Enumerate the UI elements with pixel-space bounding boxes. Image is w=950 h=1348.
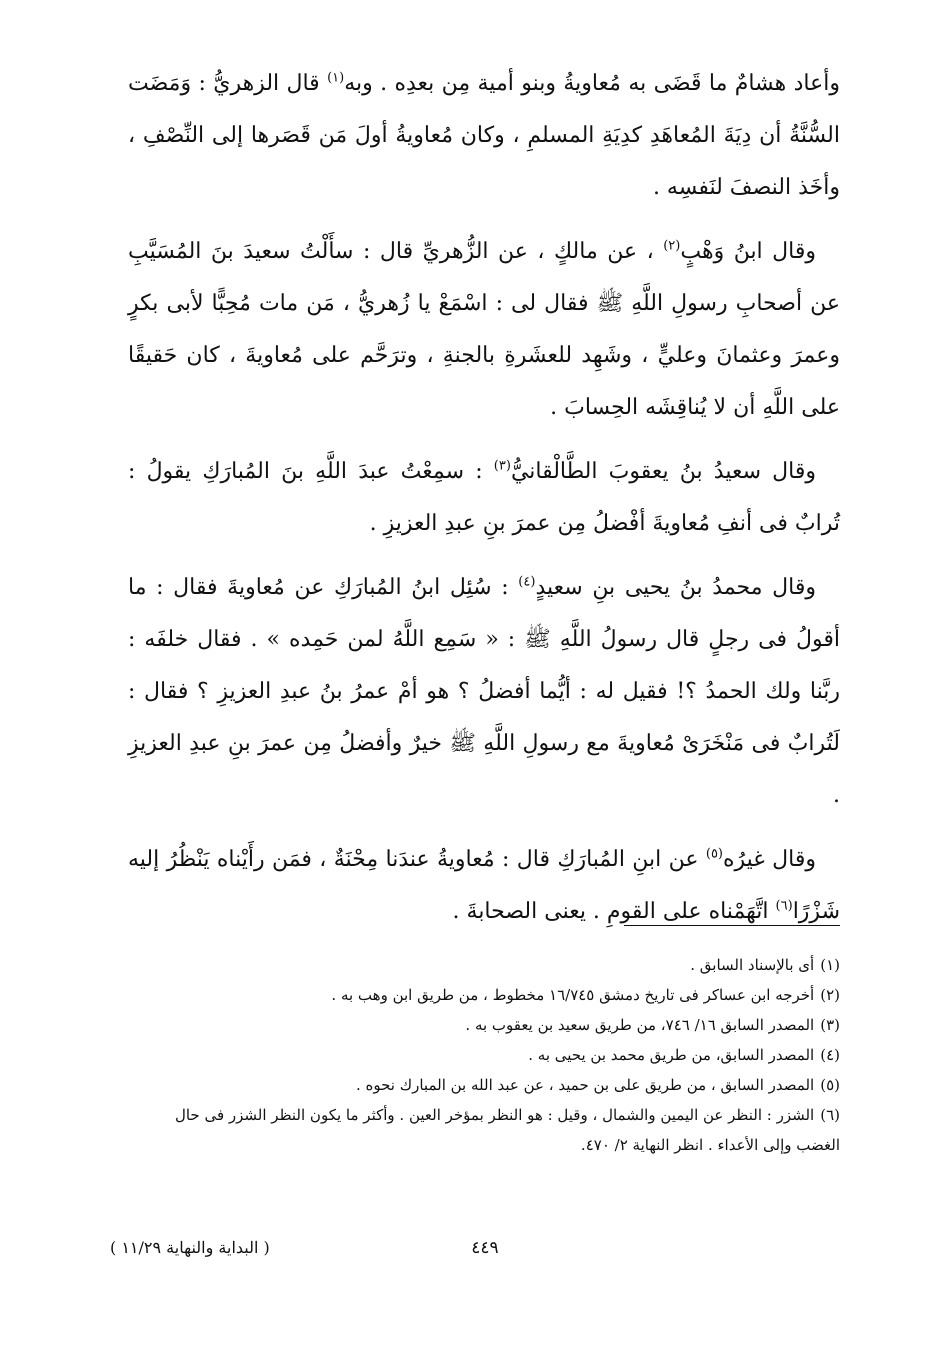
text-segment: وأعاد هشامٌ ما قَضَى به مُعاويةُ وبنو أمية مِن بعدِه . وبه [344, 71, 841, 96]
paragraph-2 [128, 226, 840, 434]
paragraph-1 [128, 58, 840, 214]
footnote-item [128, 950, 840, 980]
text-segment: : سُئِل ابنُ المُبارَكِ عن مُعاويةَ فقال : ما أقولُ فى رجلٍ قال رسولُ اللَّهِ ﷺ : « سَمِع اللَّهُ لمن حَمِده » . فقال خلفَه : ربَّنا ولك الحمدُ ؟! فقيل له : أيُّما أفضلُ ؟ هو أمْ عمرُ بنُ عبدِ العزيزِ ؟ فقال : لَتُرابٌ فى مَنْخَرَىْ مُعاويةَ مع رسولِ اللَّهِ ﷺ خيرٌ وأفضلُ مِن عمرَ بنِ عبدِ العزيزِ . [128, 575, 840, 808]
footnote-item [128, 1070, 840, 1100]
footnote-marker: (٦) [775, 898, 793, 914]
footnote-marker: (٤) [518, 574, 536, 590]
footnote-divider [624, 925, 840, 926]
text-segment: اتَّهَمْناه على القومِ . يعنى الصحابةَ . [452, 899, 776, 924]
footnote-item [128, 1100, 840, 1160]
footnote-marker: (٣) [493, 458, 511, 474]
text-segment: عن ابنِ المُبارَكِ قال : مُعاويةُ عندَنا مِحْنَةٌ ، فمَن رأَيْناه يَنْظُرُ إليه شَزْرًا [128, 847, 840, 924]
footnote-number: (٣) [820, 1016, 840, 1034]
text-segment: وقال ابنُ وَهْبٍ [680, 239, 817, 264]
page-number: ٤٤٩ [471, 1238, 499, 1258]
text-segment: وقال غيرُه [723, 847, 816, 872]
footnote-text: الشزر : النظر عن اليمين والشمال ، وقيل : هو النظر بمؤخر العين . وأكثر ما يكون النظر الشزر فى حال الغضب وإلى الأعداء . انظر النهاية ٢/ ٤٧٠. [174, 1106, 840, 1154]
paragraph-3 [128, 446, 840, 550]
main-text [128, 58, 840, 950]
text-segment: وقال محمدُ بنُ يحيى بنِ سعيدٍ [535, 575, 816, 600]
footnotes [128, 950, 840, 1160]
footnote-item [128, 1010, 840, 1040]
footnote-number: (٦) [820, 1106, 840, 1124]
footnote-text: المصدر السابق ١٦/ ٧٤٦، من طريق سعيد بن يعقوب به . [465, 1016, 815, 1034]
footnote-number: (٤) [820, 1046, 840, 1064]
text-segment: : سمِعْتُ عبدَ اللَّهِ بنَ المُبارَكِ يقولُ : تُرابٌ فى أنفِ مُعاويةَ أفْضلُ مِن عمرَ بنِ عبدِ العزيزِ . [128, 459, 840, 536]
footnote-text: المصدر السابق، من طريق محمد بن يحيى به . [528, 1046, 815, 1064]
text-segment: قال الزهريُّ : وَمَضَت السُّنَّةُ أن دِيَةَ المُعاهَدِ كدِيَةِ المسلمِ ، وكان مُعاويةُ أولَ مَن قَصَرها إلى النِّصْفِ ، وأخَذ النصفَ لنَفسِه . [128, 71, 840, 200]
book-reference: ( البداية والنهاية ١١/٢٩ ) [110, 1238, 270, 1257]
paragraph-4 [128, 562, 840, 822]
footnote-item [128, 1040, 840, 1070]
text-segment: وقال سعيدُ بنُ يعقوبَ الطَّالْقانيُّ [510, 459, 817, 484]
footnote-text: المصدر السابق ، من طريق على بن حميد ، عن عبد الله بن المبارك نحوه . [355, 1076, 815, 1094]
paragraph-5 [128, 834, 840, 938]
footnote-marker: (١) [327, 70, 345, 86]
footnote-item [128, 980, 840, 1010]
footnote-text: أخرجه ابن عساكر فى تاريخ دمشق ١٦/٧٤٥ مخطوط ، من طريق ابن وهب به . [331, 986, 815, 1004]
footnote-number: (١) [820, 956, 840, 974]
text-segment: ، عن مالكٍ ، عن الزُّهريِّ قال : سأَلْتُ سعيدَ بنَ المُسَيَّبِ عن أصحابِ رسولِ اللَّهِ ﷺ فقال لى : اسْمَعْ يا زُهريُّ ، مَن مات مُحِبًّا لأبى بكرٍ وعمرَ وعثمانَ وعليٍّ ، وشَهِد للعشَرةِ بالجنةِ ، وترَحَّم على مُعاويةَ ، كان حَقيقًا على اللَّهِ أن لا يُناقِشَه الحِسابَ . [128, 239, 840, 420]
footnote-marker: (٢) [663, 238, 681, 254]
footnote-number: (٥) [820, 1076, 840, 1094]
footnote-text: أى بالإسناد السابق . [690, 956, 815, 974]
footnote-marker: (٥) [705, 846, 723, 862]
footnote-number: (٢) [820, 986, 840, 1004]
